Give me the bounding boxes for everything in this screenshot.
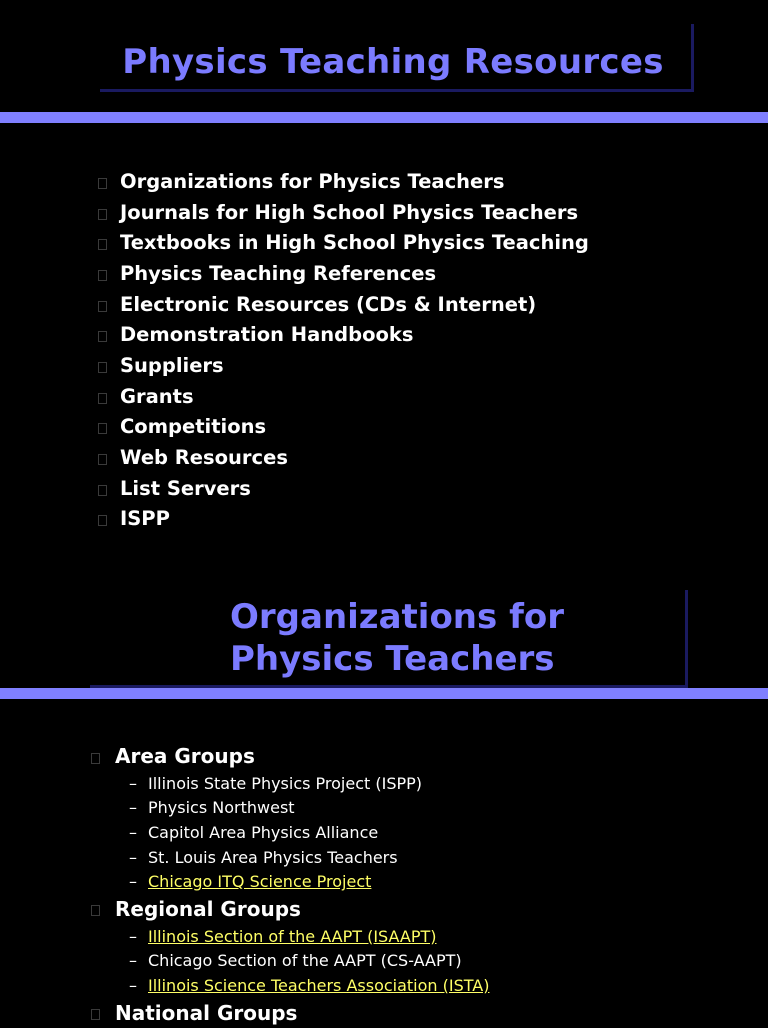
list-item-label: Physics Teaching References — [120, 261, 437, 285]
list-item — [98, 412, 589, 443]
list-item-label: Organizations for Physics Teachers — [120, 169, 505, 193]
group-regional — [91, 894, 489, 998]
list-item-label: Demonstration Handbooks — [120, 323, 414, 347]
slide-title: Physics Teaching Resources — [122, 42, 664, 82]
list-item — [98, 258, 589, 289]
list-item-label: List Servers — [120, 476, 251, 500]
list-item-label: Suppliers — [120, 353, 224, 377]
list-item — [98, 442, 589, 473]
dash-bullet: – — [129, 975, 137, 995]
item-label: St. Louis Area Physics Teachers — [148, 847, 398, 867]
sub-list-item — [129, 820, 489, 845]
list-item — [98, 289, 589, 320]
slide-title — [230, 596, 564, 680]
dash-bullet: – — [129, 951, 137, 971]
bullet-icon — [91, 753, 100, 764]
list-item-label: Journals for High School Physics Teachers — [120, 200, 579, 224]
group-items — [91, 771, 489, 894]
dash-bullet: – — [129, 798, 137, 818]
sub-list-item — [129, 924, 489, 949]
sub-list-item — [129, 973, 489, 998]
title-divider — [0, 112, 768, 123]
list-item-label: Web Resources — [120, 446, 288, 470]
bullet-icon — [98, 423, 107, 434]
list-item — [98, 227, 589, 258]
organization-groups — [91, 741, 489, 1028]
bullet-icon — [98, 515, 107, 526]
slide-organizations-for-physics-teachers — [0, 560, 768, 1024]
sub-list-item — [129, 845, 489, 870]
list-item — [98, 350, 589, 381]
item-label: Physics Northwest — [148, 798, 295, 818]
item-label: Chicago Section of the AAPT (CS-AAPT) — [148, 951, 462, 971]
item-label: Capitol Area Physics Alliance — [148, 822, 379, 842]
group-label: National Groups — [115, 1000, 298, 1025]
item-label: Illinois State Physics Project (ISPP) — [148, 773, 423, 793]
dash-bullet: – — [129, 822, 137, 842]
list-item-label: ISPP — [120, 507, 170, 531]
list-item — [98, 381, 589, 412]
sub-list-item — [129, 869, 489, 894]
sub-list-item — [129, 796, 489, 821]
bullet-icon — [91, 1009, 100, 1020]
bullet-icon — [98, 454, 107, 465]
group-heading — [91, 741, 489, 771]
slide-title-line-1: Organizations for — [230, 597, 565, 637]
bullet-icon — [98, 485, 107, 496]
group-items — [91, 924, 489, 998]
group-national — [91, 998, 489, 1028]
sub-list-item — [129, 949, 489, 974]
list-item — [98, 504, 589, 535]
bullet-icon — [98, 331, 107, 342]
bullet-icon — [98, 270, 107, 281]
dash-bullet: – — [129, 926, 137, 946]
title-divider — [0, 688, 768, 699]
resource-list — [98, 166, 589, 534]
group-area — [91, 741, 489, 894]
group-label: Regional Groups — [115, 896, 301, 921]
title-shadow-bottom — [100, 89, 694, 92]
group-heading — [91, 894, 489, 924]
list-item — [98, 473, 589, 504]
list-item-label: Textbooks in High School Physics Teaching — [120, 231, 589, 255]
dash-bullet: – — [129, 773, 137, 793]
list-item — [98, 166, 589, 197]
list-item-label: Grants — [120, 384, 194, 408]
slide-title-line-2: Physics Teachers — [230, 639, 555, 679]
list-item-label: Electronic Resources (CDs & Internet) — [120, 292, 537, 316]
group-heading — [91, 998, 489, 1028]
bullet-icon — [98, 209, 107, 220]
title-shadow-right — [685, 590, 688, 688]
bullet-icon — [98, 178, 107, 189]
isaapt-link[interactable]: Illinois Section of the AAPT (ISAAPT) — [148, 926, 437, 946]
list-item-label: Competitions — [120, 415, 267, 439]
bullet-icon — [98, 362, 107, 373]
chicago-itq-link[interactable]: Chicago ITQ Science Project — [148, 872, 372, 892]
dash-bullet: – — [129, 872, 137, 892]
sub-list-item — [129, 771, 489, 796]
ista-link[interactable]: Illinois Science Teachers Association (ISTA) — [148, 975, 490, 995]
bullet-icon — [98, 393, 107, 404]
dash-bullet: – — [129, 847, 137, 867]
bullet-icon — [98, 239, 107, 250]
bullet-icon — [91, 905, 100, 916]
list-item — [98, 197, 589, 228]
list-item — [98, 319, 589, 350]
group-label: Area Groups — [115, 744, 255, 768]
bullet-icon — [98, 301, 107, 312]
